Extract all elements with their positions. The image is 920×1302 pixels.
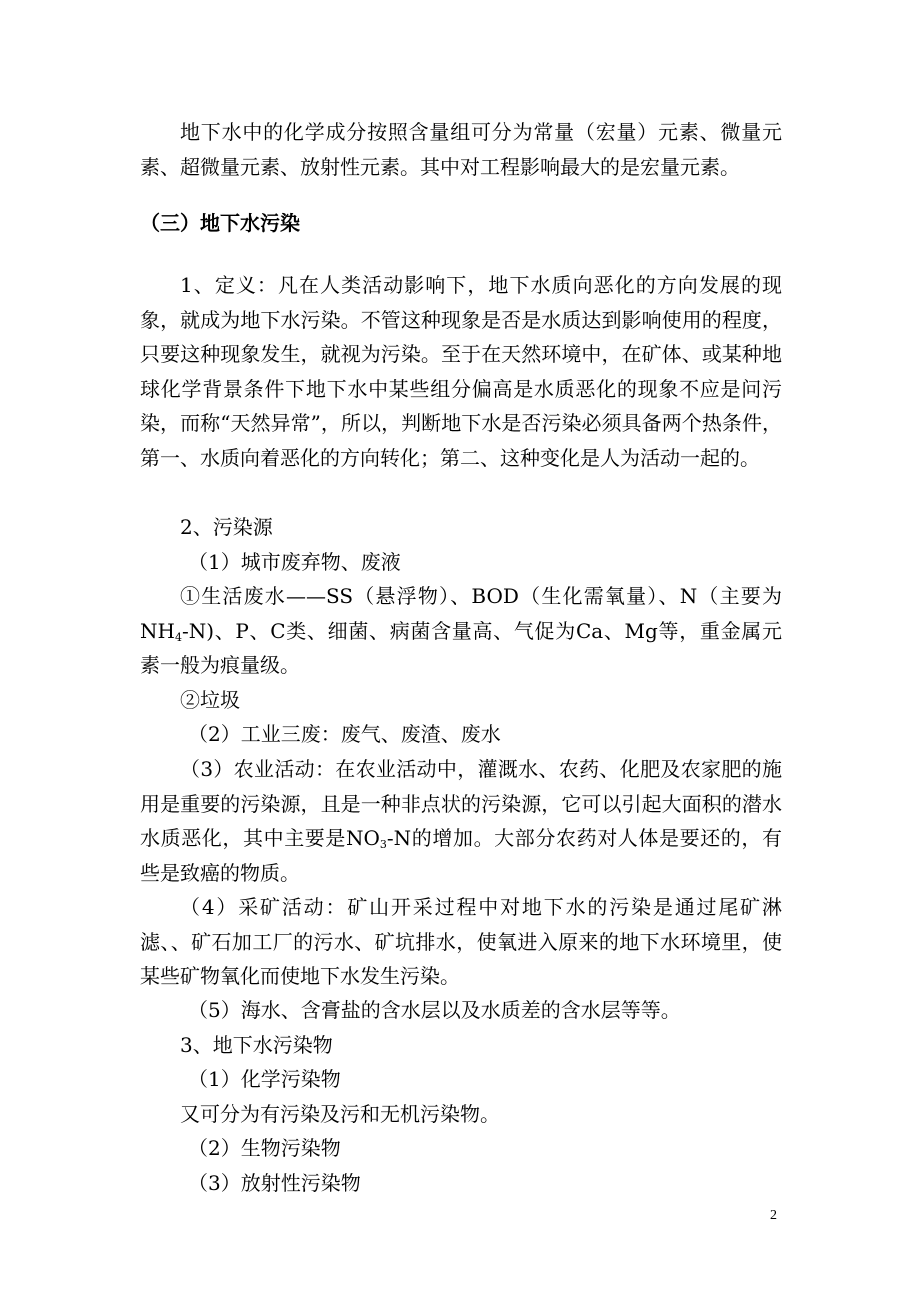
source-seawater: （5）海水、含膏盐的含水层以及水质差的含水层等等。 [188, 998, 681, 1022]
definition-paragraph: 1、定义：凡在人类活动影响下，地下水质向恶化的方向发展的现象，就成为地下水污染。不管这种现象是否是水质达到影响使用的程度，只要这种现象发生，就视为污染。至于在天然环境中，在矿体、或某种地球化学背景条件下地下水中某些组分偏高是水质恶化的现象不应是问污染，而称“天然异常”，所以，判断地下水是否污染必须具备两个热条件，第一、水质向着恶化的方向转化；第二、这种变化是人为活动一起的。 [140, 273, 782, 470]
source-urban: （1）城市废弃物、废液 [188, 550, 401, 574]
pollutants-heading: 3、地下水污染物 [180, 1033, 333, 1057]
source-urban-domestic-wastewater: ①生活废水——SS（悬浮物）、BOD（生化需氧量）、N（主要为$NH_4-N$)、P、C类、细菌、病菌含量高、气促为Ca、Mg等，重金属元素一般为痕量级。 [140, 584, 782, 677]
section-heading: （三）地下水污染 [140, 211, 300, 235]
source-mining: （4）采矿活动：矿山开采过程中对地下水的污染是通过尾矿淋滤、、矿石加工厂的污水、矿坑排水，使氧进入原来的地下水环境里，使某些矿物氧化而使地下水发生污染。 [140, 895, 782, 988]
page-number: 2 [770, 1208, 777, 1223]
pollutant-chemical: （1）化学污染物 [188, 1067, 341, 1091]
source-agricultural: （3）农业活动：在农业活动中，灌溉水、农药、化肥及农家肥的施用是重要的污染源，且是一种非点状的污染源，它可以引起大面积的潜水水质恶化，其中主要是$NO_3-N$的增加。大部分农药对人体是要还的，有些是致癌的物质。 [140, 757, 782, 885]
pollutant-radioactive: （3）放射性污染物 [188, 1171, 361, 1195]
source-urban-garbage: ②垃圾 [180, 688, 240, 712]
source-industrial: （2）工业三废：废气、废渣、废水 [188, 722, 501, 746]
sources-heading: 2、污染源 [180, 515, 273, 539]
pollutant-biological: （2）生物污染物 [188, 1136, 341, 1160]
intro-paragraph: 地下水中的化学成分按照含量组可分为常量（宏量）元素、微量元素、超微量元素、放射性元素。其中对工程影响最大的是宏量元素。 [140, 120, 782, 179]
pollutant-chemical-description: 又可分为有污染及污和无机污染物。 [180, 1102, 500, 1126]
